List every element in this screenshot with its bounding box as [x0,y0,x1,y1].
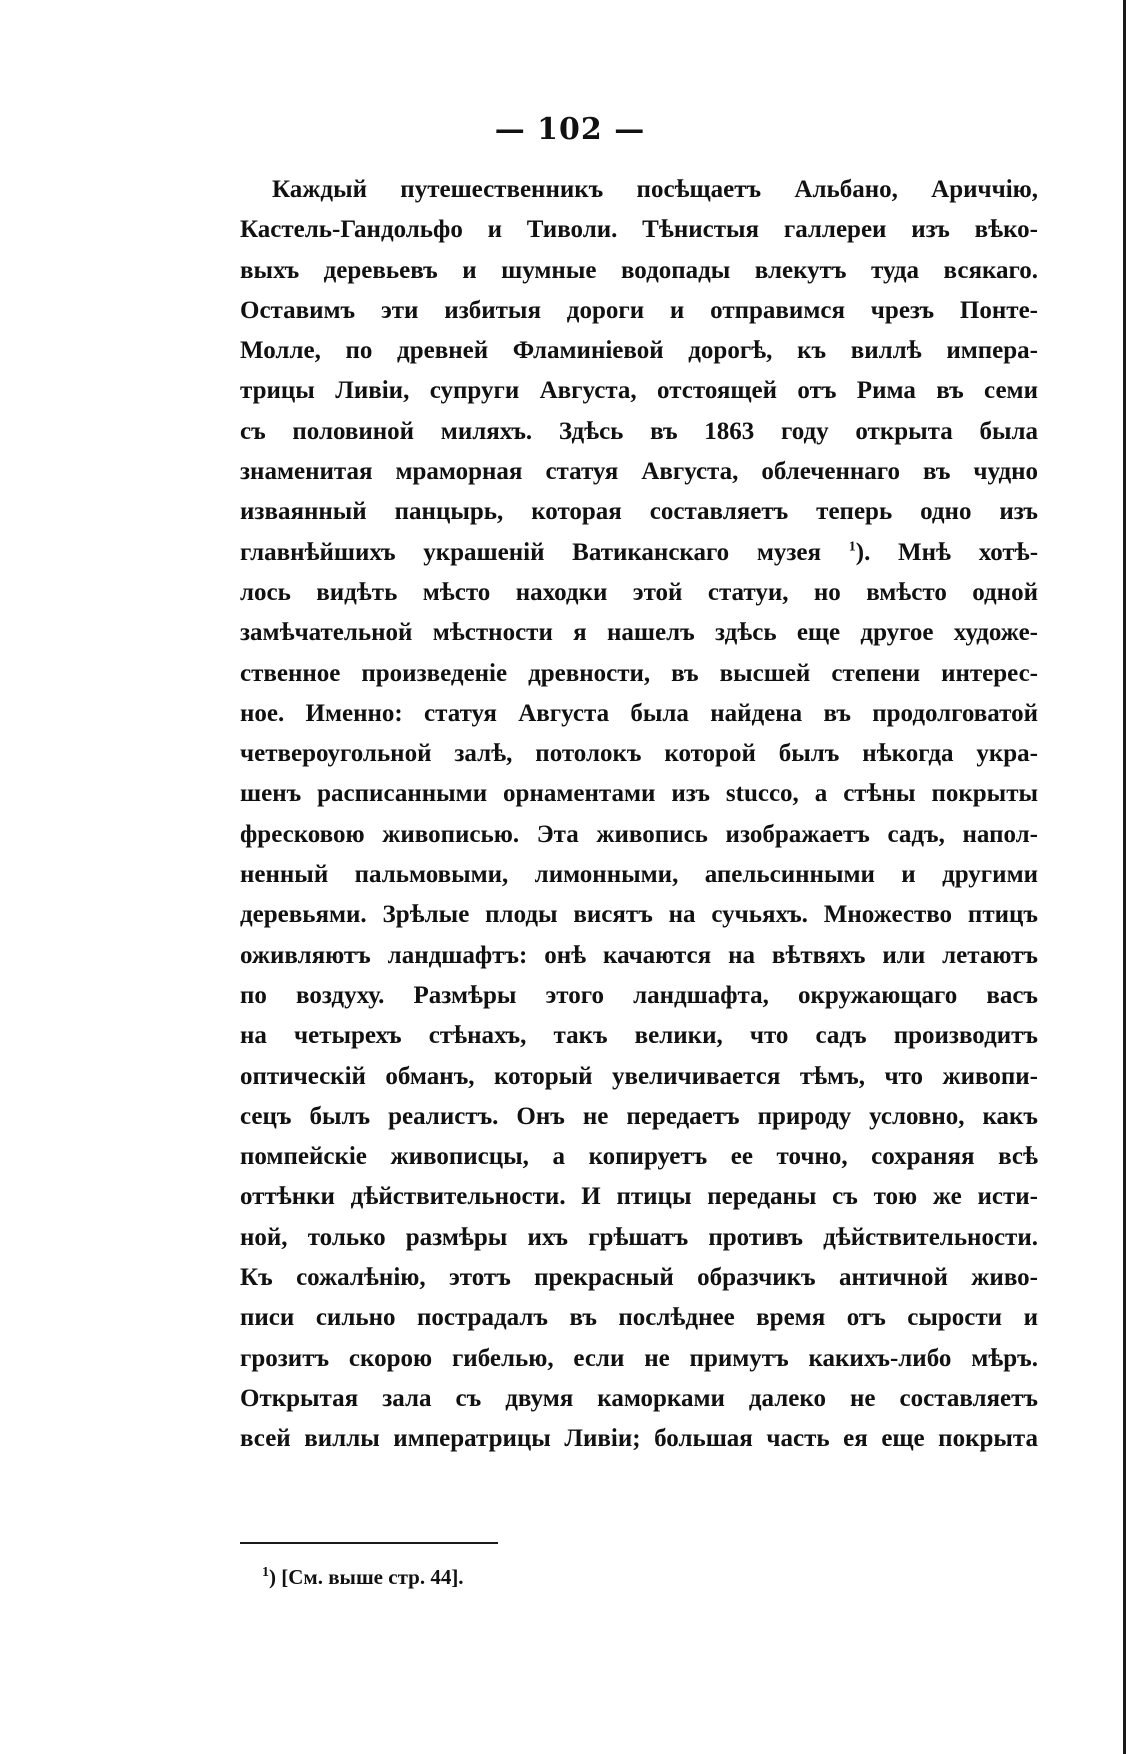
text-line: помпейскіе живописцы, а копируетъ ее точно, сохраняя всѣ [240,1143,1038,1171]
text-line: оптическій обманъ, который увеличивается тѣмъ, что живопи- [240,1062,1038,1090]
text-line: грозитъ скорою гибелью, если не примутъ какихъ-либо мѣръ. [240,1344,1038,1372]
text-line: Оставимъ эти избитыя дороги и отправимся чрезъ Понте- [240,296,1038,324]
text-line: оживляютъ ландшафтъ: онѣ качаются на вѣтвяхъ или летаютъ [240,941,1038,969]
text-line: трицы Ливіи, супруги Августа, отстоящей отъ Рима въ семи [240,377,1038,405]
text-line: Открытая зала съ двумя каморками далеко не составляетъ [240,1384,1038,1412]
text-line: сецъ былъ реалистъ. Онъ не передаетъ природу условно, какъ [240,1102,1038,1130]
body-text [240,170,1038,1460]
text-line: ной, только размѣры ихъ грѣшатъ противъ дѣйствительности. [240,1223,1038,1251]
text-line: выхъ деревьевъ и шумные водопады влекутъ туда всякаго. [240,256,1038,284]
text-line: съ половиной миляхъ. Здѣсь въ 1863 году открыта была [240,417,1038,445]
text-line: деревьями. Зрѣлые плоды висятъ на сучьяхъ. Множество птицъ [240,901,1038,929]
text-line: четвероугольной залѣ, потолокъ которой былъ нѣкогда укра- [240,740,1038,768]
text-line: Къ сожалѣнію, этотъ прекрасный образчикъ античной живо- [240,1264,1038,1292]
text-line: Каждый путешественникъ посѣщаетъ Альбано, Ариччію, [272,176,1038,203]
page-edge-border [1123,0,1126,1754]
text-line: оттѣнки дѣйствительности. И птицы переданы съ тою же исти- [240,1183,1038,1211]
text-line: писи сильно пострадалъ въ послѣднее время отъ сырости и [240,1304,1038,1332]
footnote-divider [240,1542,498,1544]
footnote-ref: 1 [848,539,856,555]
text-line: замѣчательной мѣстности я нашелъ здѣсь еще другое художе- [240,619,1038,647]
text-line: фресковою живописью. Эта живопись изображаетъ садъ, напол- [240,820,1038,848]
text-line: ное. Именно: статуя Августа была найдена въ продолговатой [240,699,1038,727]
footnote-marker: 1 [262,1565,269,1580]
text-line: по воздуху. Размѣры этого ландшафта, окружающаго васъ [240,981,1038,1009]
text-line: лось видѣть мѣсто находки этой статуи, но вмѣсто одной [240,578,1038,606]
text-line: ненный пальмовыми, лимонными, апельсинными и другими [240,861,1038,889]
text-line: изваянный панцырь, которая составляетъ теперь одно изъ [240,498,1038,526]
text-line: на четырехъ стѣнахъ, такъ велики, что садъ производитъ [240,1022,1038,1050]
text-line-with-footnote-ref [240,533,1038,573]
text-fragment: ). Мнѣ хотѣ- [855,538,1039,566]
text-fragment: главнѣйшихъ украшеній Ватиканскаго музея [240,538,822,566]
text-line: Молле, по древней Фламиніевой дорогѣ, къ виллѣ импера- [240,337,1038,365]
footnote-text: ) [См. выше стр. 44]. [269,1565,464,1589]
text-line: Кастель-Гандольфо и Тиволи. Тѣнистыя галлереи изъ вѣко- [240,216,1038,244]
text-line: знаменитая мраморная статуя Августа, облеченнаго въ чудно [240,458,1038,486]
text-line: всей виллы императрицы Ливіи; большая часть ея еще покрыта [240,1425,1038,1453]
footnote [262,1565,464,1590]
text-line: шенъ расписанными орнаментами изъ stucco, а стѣны покрыты [240,780,1038,808]
text-line: ственное произведеніе древности, въ высшей степени интерес- [240,659,1038,687]
page-number: — 102 — [494,112,646,147]
